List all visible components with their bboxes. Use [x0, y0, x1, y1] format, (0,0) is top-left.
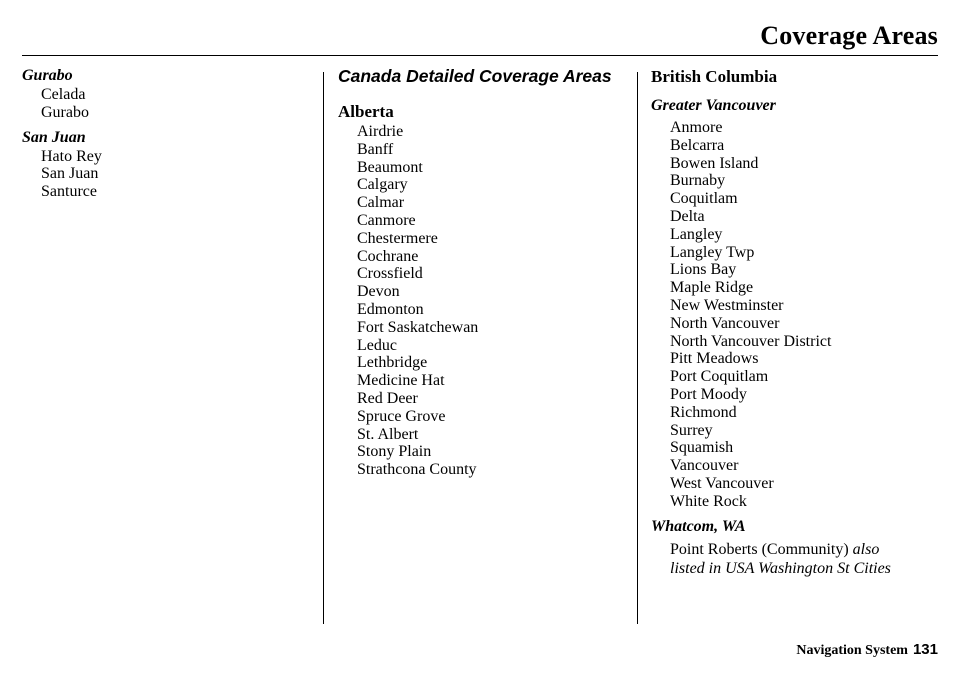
page-number: 131 [912, 641, 938, 658]
whatcom-entry-name: Point Roberts (Community) [670, 540, 849, 558]
city-item: North Vancouver District [670, 332, 832, 350]
region-heading-whatcom: Whatcom, WA [651, 517, 746, 535]
city-item: Richmond [670, 403, 737, 421]
page-footer [796, 641, 938, 660]
city-item: Chestermere [357, 229, 438, 247]
city-item: White Rock [670, 492, 747, 510]
city-item: Santurce [41, 183, 97, 201]
province-heading-british-columbia: British Columbia [651, 67, 778, 86]
region-heading-gurabo: Gurabo [22, 67, 73, 84]
city-list-gurabo [22, 86, 312, 122]
column-divider [323, 72, 324, 624]
whatcom-note-line2: listed in USA Washington St Cities [670, 559, 891, 577]
region-heading-greater-vancouver: Greater Vancouver [651, 97, 776, 114]
column-puerto-rico [22, 66, 312, 201]
city-item: West Vancouver [670, 474, 774, 492]
city-list-alberta [338, 123, 628, 479]
city-item: Langley Twp [670, 243, 755, 261]
province-heading-alberta: Alberta [338, 102, 394, 121]
city-item: St. Albert [357, 425, 419, 443]
city-item: Pitt Meadows [670, 350, 759, 368]
city-item: New Westminster [670, 296, 784, 314]
city-item: Stony Plain [357, 443, 432, 461]
city-item: Hato Rey [41, 147, 102, 165]
whatcom-entry [651, 540, 941, 578]
city-item: Canmore [357, 211, 416, 229]
page-title: Coverage Areas [760, 21, 938, 50]
column-divider [637, 72, 638, 624]
city-list-san-juan [22, 148, 312, 201]
city-item: Langley [670, 225, 723, 243]
city-item: Belcarra [670, 136, 725, 154]
region-heading-san-juan: San Juan [22, 128, 86, 146]
city-item: Surrey [670, 421, 713, 439]
city-item: Leduc [357, 336, 397, 354]
city-item: Lions Bay [670, 261, 737, 279]
city-item: Calmar [357, 194, 405, 212]
city-item: Burnaby [670, 172, 726, 190]
city-item: Anmore [670, 119, 723, 136]
city-item: Fort Saskatchewan [357, 318, 479, 336]
city-item: Gurabo [41, 103, 89, 121]
city-item: Medicine Hat [357, 372, 445, 390]
city-item: Bowen Island [670, 154, 759, 172]
city-item: Port Coquitlam [670, 368, 769, 386]
city-item: Celada [41, 86, 86, 103]
city-item: Edmonton [357, 300, 424, 318]
city-item: Lethbridge [357, 354, 428, 372]
city-item: Vancouver [670, 457, 739, 475]
city-item: North Vancouver [670, 314, 780, 332]
city-item: Maple Ridge [670, 279, 754, 297]
city-item: Crossfield [357, 265, 423, 283]
whatcom-note-inline: also [852, 540, 880, 558]
city-item: Port Moody [670, 385, 747, 403]
city-item: Airdrie [357, 123, 404, 140]
footer-label: Navigation System [796, 643, 908, 658]
city-item: Coquitlam [670, 190, 738, 208]
city-item: Red Deer [357, 389, 418, 407]
section-heading-canada: Canada Detailed Coverage Areas [338, 66, 612, 86]
column-british-columbia [651, 66, 941, 578]
city-item: Delta [670, 207, 705, 225]
city-item: Spruce Grove [357, 407, 446, 425]
title-rule [22, 55, 938, 56]
city-item: Devon [357, 283, 400, 301]
city-item: Cochrane [357, 247, 419, 265]
city-item: San Juan [41, 165, 99, 183]
city-item: Calgary [357, 176, 408, 194]
city-list-greater-vancouver [651, 119, 941, 511]
city-item: Strathcona County [357, 461, 477, 479]
city-item: Banff [357, 140, 394, 158]
city-item: Squamish [670, 439, 734, 457]
city-item: Beaumont [357, 158, 423, 176]
column-alberta [338, 66, 628, 479]
